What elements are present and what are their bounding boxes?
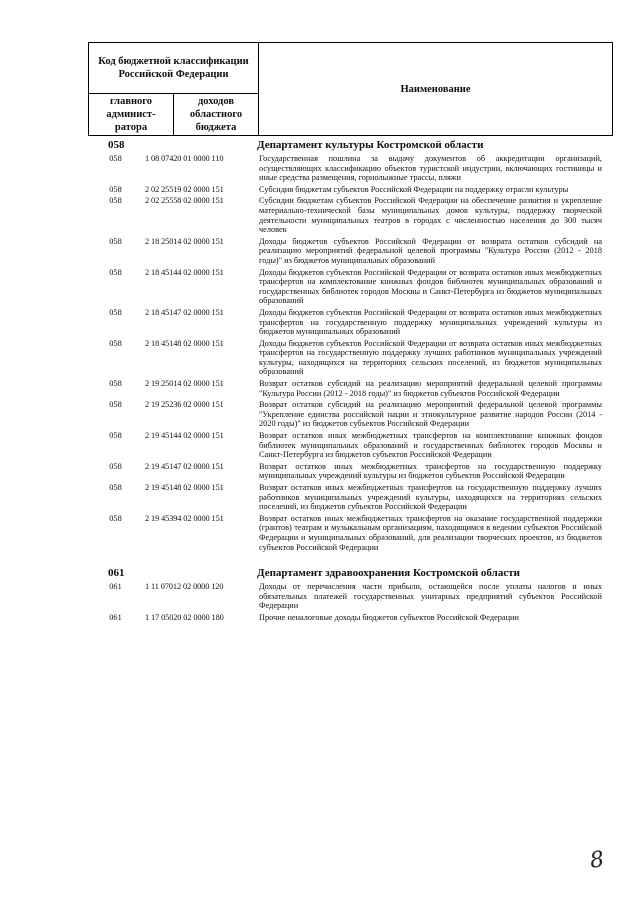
table-row — [88, 431, 602, 460]
admin-code: 058 — [109, 236, 122, 246]
admin-code: 058 — [109, 379, 122, 389]
revenue-name: Возврат остатков иных межбюджетных трансфертов на оказание государственной поддержки (грантов) театрам и музыкальным организациям, находящимся в ведении субъектов Российской Федерации и муниципальных образований, для реализации творческих проектов, из бюджетов субъектов Российской Федерации — [259, 513, 602, 552]
table-row — [88, 185, 602, 195]
revenue-name: Возврат остатков субсидий на реализацию мероприятий федеральной целевой программы "Культура России (2012 - 2018 годы)" из бюджетов субъектов Российской Федерации — [259, 379, 602, 398]
admin-code: 058 — [109, 483, 122, 492]
table-row — [88, 268, 602, 306]
table-row — [88, 196, 602, 234]
revenue-code: 2 19 25236 02 0000 151 — [145, 400, 224, 410]
revenue-name: Доходы бюджетов субъектов Российской Федерации от возврата остатков иных межбюджетных трансфертов на государственную поддержку муниципальных учреждений культуры из бюджетов муниципальных образований — [259, 307, 602, 337]
document-page — [88, 42, 602, 623]
revenue-name: Государственная пошлина за выдачу документов об аккредитации организаций, осуществляющих классификацию объектов туристской индустрии, включающих гостиницы и иные средства размещения, горнолыжные трассы, пляжи — [259, 154, 602, 183]
revenue-code: 2 18 45147 02 0000 151 — [145, 307, 224, 317]
revenue-name: Доходы бюджетов субъектов Российской Федерации от возврата остатков иных межбюджетных трансфертов на государственную поддержку лучших работников муниципальных учреждений культуры, находящихся на территориях сельских поселений, из бюджетов муниципальных образований — [259, 338, 602, 377]
admin-code: 058 — [109, 431, 122, 441]
header-kbk-group: Код бюджетной классификации Российской Федерации — [89, 43, 259, 94]
department-spacer — [143, 139, 257, 152]
table-row — [88, 582, 602, 611]
department-title: Департамент здравоохранения Костромской области — [257, 567, 520, 580]
admin-code: 058 — [109, 461, 122, 471]
admin-code: 058 — [109, 267, 122, 277]
department-row — [88, 567, 602, 580]
revenue-code: 2 19 45394 02 0000 151 — [145, 513, 224, 523]
department-code: 058 — [108, 139, 125, 151]
header-revenue: доходов областного бюджета — [174, 94, 259, 136]
admin-code: 058 — [109, 513, 122, 523]
revenue-name: Возврат остатков иных межбюджетных трансфертов на государственную поддержку лучших работников муниципальных учреждений культуры, находящихся на территориях сельских поселений, из бюджетов субъектов Российской Федерации — [259, 483, 602, 512]
admin-code: 058 — [109, 338, 122, 348]
revenue-code: 2 18 45148 02 0000 151 — [145, 338, 224, 348]
admin-code: 061 — [109, 612, 122, 622]
revenue-name: Возврат остатков иных межбюджетных трансфертов на комплектование книжных фондов библиотек муниципальных образований и государственных библиотек городов Москвы и Санкт-Петербурга из бюджетов субъектов Российской Федерации — [259, 431, 602, 460]
revenue-name: Субсидия бюджетам субъектов Российской Федерации на поддержку отрасли культуры — [259, 184, 569, 194]
table-row — [88, 379, 602, 398]
revenue-code: 1 08 07420 01 0000 110 — [145, 154, 224, 163]
admin-code: 058 — [109, 196, 122, 206]
page-number: 8 — [588, 847, 606, 874]
table-header — [88, 42, 613, 136]
revenue-code: 2 02 25558 02 0000 151 — [145, 196, 224, 206]
table-row — [88, 237, 602, 266]
table-row — [88, 339, 602, 377]
revenue-code: 2 19 45148 02 0000 151 — [145, 483, 224, 492]
revenue-code: 2 18 45144 02 0000 151 — [145, 267, 224, 277]
revenue-code: 1 17 05020 02 0000 180 — [145, 612, 224, 622]
admin-code: 058 — [109, 154, 122, 163]
table-row — [88, 613, 602, 623]
admin-code: 061 — [109, 582, 122, 592]
revenue-name: Возврат остатков субсидий на реализацию мероприятий федеральной целевой программы "Укрепление единства российской нации и этнокультурное развитие народов России (2014 - 2020 годы)" из бюджетов субъектов Российской Федерации — [259, 400, 602, 429]
revenue-code: 2 19 45144 02 0000 151 — [145, 431, 224, 441]
admin-code: 058 — [109, 184, 122, 194]
table-row — [88, 154, 602, 183]
revenue-code: 2 19 25014 02 0000 151 — [145, 379, 224, 389]
table-row — [88, 308, 602, 337]
table-row — [88, 483, 602, 512]
revenue-code: 2 19 45147 02 0000 151 — [145, 461, 224, 471]
revenue-code: 1 11 07012 02 0000 120 — [145, 582, 224, 592]
department-row — [88, 139, 602, 152]
revenue-name: Прочие неналоговые доходы бюджетов субъектов Российской Федерации — [259, 612, 519, 622]
admin-code: 058 — [109, 307, 122, 317]
revenue-name: Субсидии бюджетам субъектов Российской Федерации на обеспечение развития и укрепление материально-технической базы муниципальных домов культуры, поддержку творческой деятельности муниципальных театров в городах с численностью населения до 300 тысяч человек — [259, 196, 602, 235]
revenue-name: Доходы бюджетов субъектов Российской Федерации от возврата остатков субсидий на реализацию мероприятий федеральной целевой программы "Культура России (2012 - 2018 годы)" из бюджетов муниципальных образований — [259, 236, 602, 265]
admin-code: 058 — [109, 400, 122, 410]
header-name: Наименование — [259, 43, 613, 136]
revenue-code: 2 02 25519 02 0000 151 — [145, 184, 224, 194]
revenue-name: Возврат остатков иных межбюджетных трансфертов на государственную поддержку муниципальных учреждений культуры из бюджетов субъектов Российской Федерации — [259, 461, 602, 481]
revenue-name: Доходы бюджетов субъектов Российской Федерации от возврата остатков иных межбюджетных трансфертов на комплектование книжных фондов библиотек муниципальных образований и государственных библиотек городов Москвы и Санкт-Петербурга из бюджетов муниципальных образований — [259, 267, 602, 306]
table-body — [88, 139, 602, 623]
table-row — [88, 462, 602, 481]
department-code: 061 — [108, 567, 125, 580]
department-spacer — [143, 567, 257, 580]
section-gap — [88, 552, 602, 564]
department-title: Департамент культуры Костромской области — [257, 139, 484, 151]
table-row — [88, 400, 602, 429]
header-main-admin: главного админист-ратора — [89, 94, 174, 136]
table-row — [88, 514, 602, 552]
revenue-name: Доходы от перечисления части прибыли, остающейся после уплаты налогов и иных обязательных платежей государственных унитарных предприятий субъектов Российской Федерации — [259, 582, 602, 611]
revenue-code: 2 18 25014 02 0000 151 — [145, 236, 224, 246]
